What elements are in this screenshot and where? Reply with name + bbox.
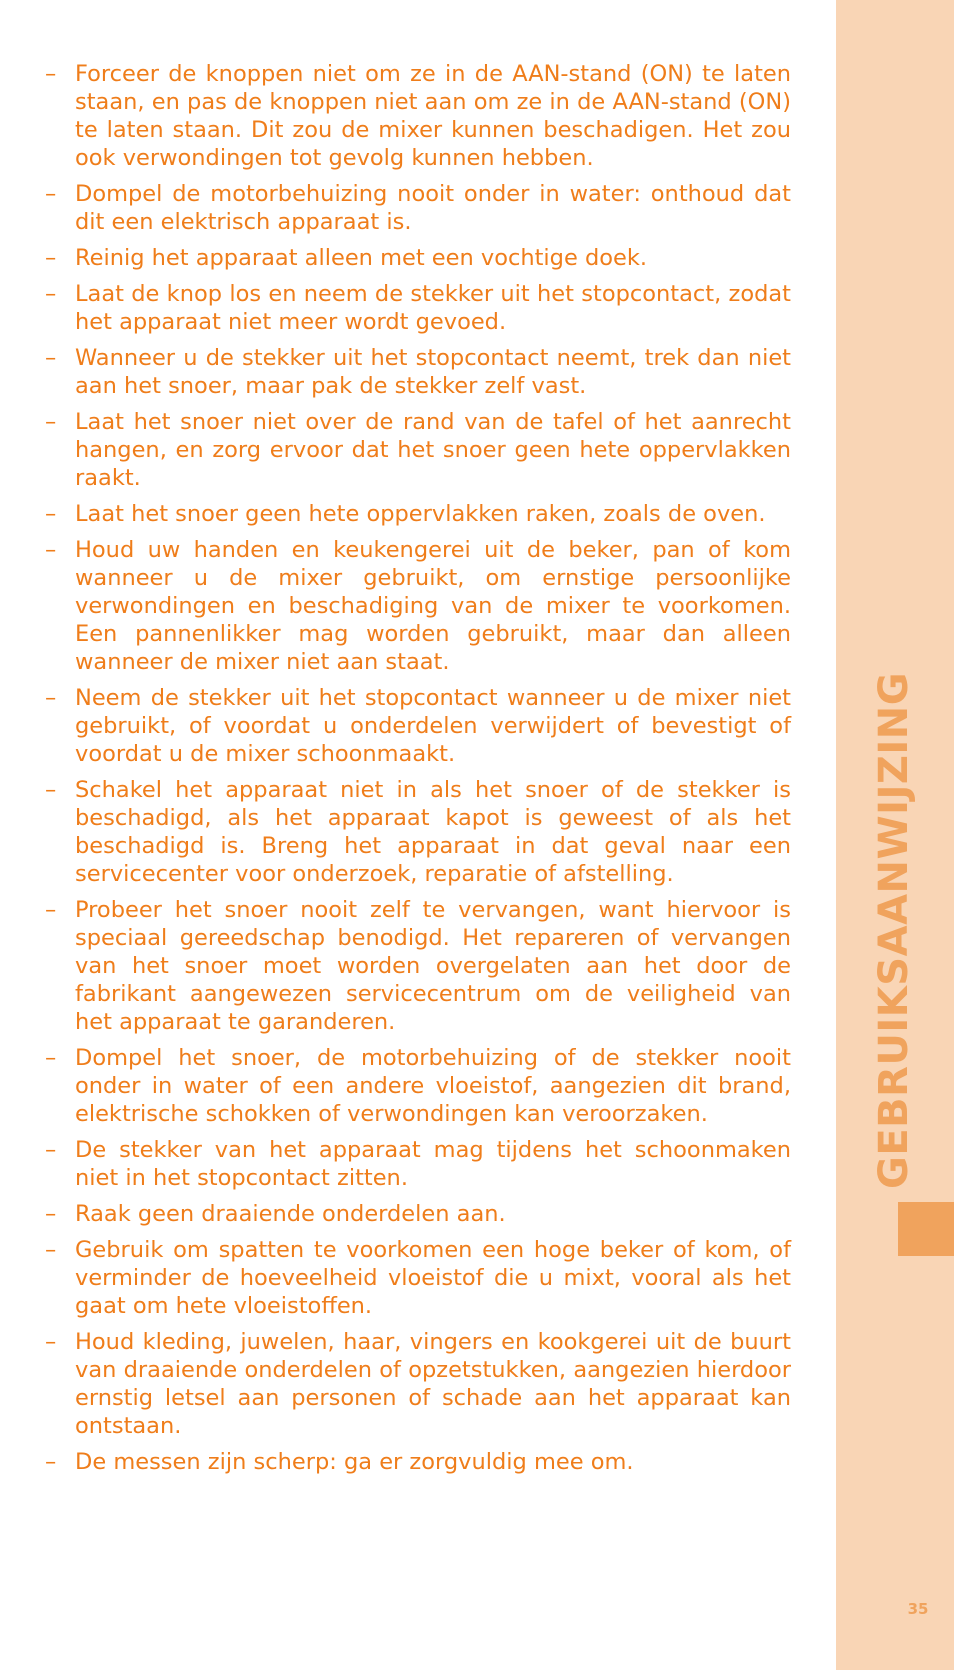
list-item-text: Forceer de knoppen niet om ze in de AAN-stand (ON) te laten staan, en pas de knoppen niet aan om ze in de AAN-stand (ON) te laten staan. Dit zou de mixer kunnen beschadigen. Het zou ook verwondingen tot gevolg kunnen hebben.: [75, 61, 791, 171]
list-item: [45, 684, 791, 768]
bullet-dash: –: [45, 245, 57, 271]
list-item-text: Reinig het apparaat alleen met een vochtige doek.: [75, 245, 648, 271]
list-item: [45, 344, 791, 400]
section-label: GEBRUIKSAANWIJZING: [871, 671, 917, 1189]
list-item: [45, 896, 791, 1036]
bullet-dash: –: [45, 1045, 57, 1071]
list-item: [45, 60, 791, 172]
list-item-text: De messen zijn scherp: ga er zorgvuldig mee om.: [75, 1449, 634, 1475]
list-item: [45, 500, 791, 528]
list-item: [45, 536, 791, 676]
list-item: [45, 1200, 791, 1228]
list-item-text: De stekker van het apparaat mag tijdens het schoonmaken niet in het stopcontact zitten.: [75, 1137, 791, 1191]
list-item: [45, 1236, 791, 1320]
list-item-text: Gebruik om spatten te voorkomen een hoge beker of kom, of verminder de hoeveelheid vloeistof die u mixt, vooral als het gaat om hete vloeistoffen.: [75, 1237, 791, 1319]
list-item-text: Laat het snoer geen hete oppervlakken raken, zoals de oven.: [75, 501, 766, 527]
list-item: [45, 280, 791, 336]
list-item: [45, 408, 791, 492]
bullet-dash: –: [45, 409, 57, 435]
bullet-dash: –: [45, 537, 57, 563]
bullet-dash: –: [45, 345, 57, 371]
bullet-dash: –: [45, 181, 57, 207]
page-number: 35: [907, 1600, 929, 1618]
list-item: [45, 1448, 791, 1476]
bullet-dash: –: [45, 281, 57, 307]
list-item-text: Probeer het snoer nooit zelf te vervangen, want hiervoor is speciaal gereedschap benodigd. Het repareren of vervangen van het snoer moet worden overgelaten aan het door de fabrikant aangewezen servicecentrum om de veiligheid van het apparaat te garanderen.: [75, 897, 791, 1035]
list-item-text: Dompel de motorbehuizing nooit onder in water: onthoud dat dit een elektrisch apparaat is.: [75, 181, 791, 235]
list-item-text: Houd kleding, juwelen, haar, vingers en kookgerei uit de buurt van draaiende onderdelen of opzetstukken, aangezien hierdoor ernstig letsel aan personen of schade aan het apparaat kan ontstaan.: [75, 1329, 791, 1439]
list-item: [45, 244, 791, 272]
bullet-dash: –: [45, 1137, 57, 1163]
bullet-dash: –: [45, 1237, 57, 1263]
list-item: [45, 1136, 791, 1192]
list-item: [45, 1328, 791, 1440]
bullet-dash: –: [45, 777, 57, 803]
bullet-dash: –: [45, 1449, 57, 1475]
bullet-dash: –: [45, 1201, 57, 1227]
sidebar-band: [836, 0, 954, 1670]
list-item-text: Houd uw handen en keukengerei uit de beker, pan of kom wanneer u de mixer gebruikt, om ernstige persoonlijke verwondingen en beschadiging van de mixer te voorkomen. Een pannenlikker mag worden gebruikt, maar dan alleen wanneer de mixer niet aan staat.: [75, 537, 791, 675]
list-item-text: Dompel het snoer, de motorbehuizing of de stekker nooit onder in water of een andere vloeistof, aangezien dit brand, elektrische schokken of verwondingen kan veroorzaken.: [75, 1045, 791, 1127]
list-item: [45, 180, 791, 236]
bullet-dash: –: [45, 897, 57, 923]
bullet-dash: –: [45, 685, 57, 711]
list-item-text: Wanneer u de stekker uit het stopcontact neemt, trek dan niet aan het snoer, maar pak de stekker zelf vast.: [75, 345, 791, 399]
section-tab-marker: [898, 1202, 954, 1256]
instruction-list: [45, 60, 791, 1484]
bullet-dash: –: [45, 1329, 57, 1355]
list-item: [45, 776, 791, 888]
list-item-text: Laat het snoer niet over de rand van de tafel of het aanrecht hangen, en zorg ervoor dat het snoer geen hete oppervlakken raakt.: [75, 409, 791, 491]
list-item-text: Laat de knop los en neem de stekker uit het stopcontact, zodat het apparaat niet meer wordt gevoed.: [75, 281, 791, 335]
bullet-dash: –: [45, 501, 57, 527]
bullet-dash: –: [45, 61, 57, 87]
list-item: [45, 1044, 791, 1128]
list-item-text: Schakel het apparaat niet in als het snoer of de stekker is beschadigd, als het apparaat kapot is geweest of als het beschadigd is. Breng het apparaat in dat geval naar een servicecenter voor onderzoek, reparatie of afstelling.: [75, 777, 791, 887]
list-item-text: Neem de stekker uit het stopcontact wanneer u de mixer niet gebruikt, of voordat u onderdelen verwijdert of bevestigt of voordat u de mixer schoonmaakt.: [75, 685, 791, 767]
list-item-text: Raak geen draaiende onderdelen aan.: [75, 1201, 506, 1227]
